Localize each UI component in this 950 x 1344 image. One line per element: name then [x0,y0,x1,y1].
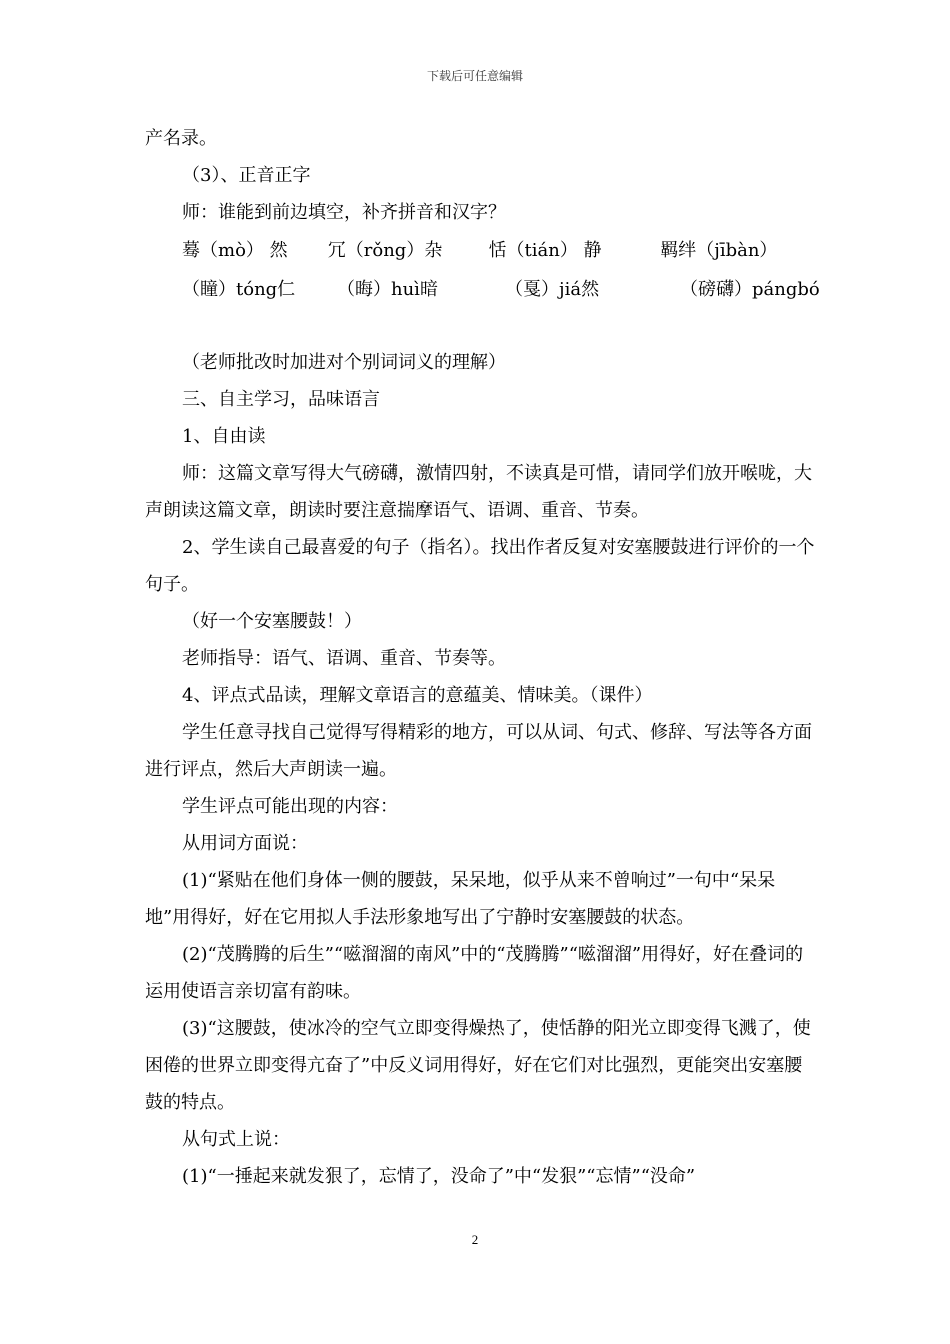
pinyin-item: 蓦（mò） 然 [182,240,288,261]
paragraph: 2、学生读自己最喜爱的句子（指名）。找出作者反复对安塞腰鼓进行评价的一个句子。 [145,537,815,595]
paragraph: 学生评点可能出现的内容： [182,796,398,817]
paragraph: 老师指导：语气、语调、重音、节奏等。 [182,648,506,669]
pinyin-item: （戛）jiá然 [505,279,600,300]
pinyin-item: （晦）huì暗 [337,279,438,300]
pinyin-item: （磅礴）pángbó [680,279,820,300]
paragraph: (1)“一捶起来就发狠了，忘情了，没命了”中“发狠”“忘情”“没命” [182,1166,696,1187]
paragraph: （老师批改时加进对个别词词义的理解） [182,352,506,373]
pinyin-row [145,270,820,309]
paragraph: 4、评点式品读，理解文章语言的意蕴美、情味美。（课件） [182,685,653,706]
paragraph: 师：谁能到前边填空，补齐拼音和汉字？ [182,202,506,223]
paragraph: 师：这篇文章写得大气磅礴，激情四射，不读真是可惜，请同学们放开喉咙，大声朗读这篇文章，朗读时要注意揣摩语气、语调、重音、节奏。 [145,463,812,521]
paragraph: 产名录。 [145,128,217,149]
pinyin-row [145,231,820,270]
paragraph: 学生任意寻找自己觉得写得精彩的地方，可以从词、句式、修辞、写法等各方面进行评点，然后大声朗读一遍。 [145,722,812,780]
page-number: 2 [471,1232,479,1247]
paragraph: 从用词方面说： [182,833,308,854]
paragraph: (3)“这腰鼓，使冰冷的空气立即变得燥热了，使恬静的阳光立即变得飞溅了，使困倦的世界立即变得亢奋了”中反义词用得好，好在它们对比强烈，更能突出安塞腰鼓的特点。 [145,1018,811,1113]
pinyin-item: 恬（tián） 静 [488,240,602,261]
paragraph: （3）、正音正字 [182,165,311,186]
pinyin-item: 羁绊（jībàn） [660,240,778,261]
pinyin-exercise [145,231,820,309]
paragraph: （好一个安塞腰鼓！） [182,611,362,632]
paragraph-group-before [145,120,820,231]
blank-line [145,309,820,344]
pinyin-item: 冗（rǒng）杂 [327,240,443,261]
paragraph: 从句式上说： [182,1129,290,1150]
paragraph: 三、自主学习，品味语言 [182,389,380,410]
paragraph-group-after [145,344,820,1195]
paragraph: 1、自由读 [182,426,266,447]
paragraph: (1)“紧贴在他们身体一侧的腰鼓，呆呆地，似乎从来不曾响过”一句中“呆呆地”用得好，好在它用拟人手法形象地写出了宁静时安塞腰鼓的状态。 [145,870,776,928]
document-body [145,120,820,1195]
pinyin-item: （瞳）tóng仁 [182,279,296,300]
paragraph: (2)“茂腾腾的后生”“嗞溜溜的南风”中的“茂腾腾”“嗞溜溜”用得好，好在叠词的运用使语言亲切富有韵味。 [145,944,804,1002]
page-header: 下载后可任意编辑 [426,69,523,83]
